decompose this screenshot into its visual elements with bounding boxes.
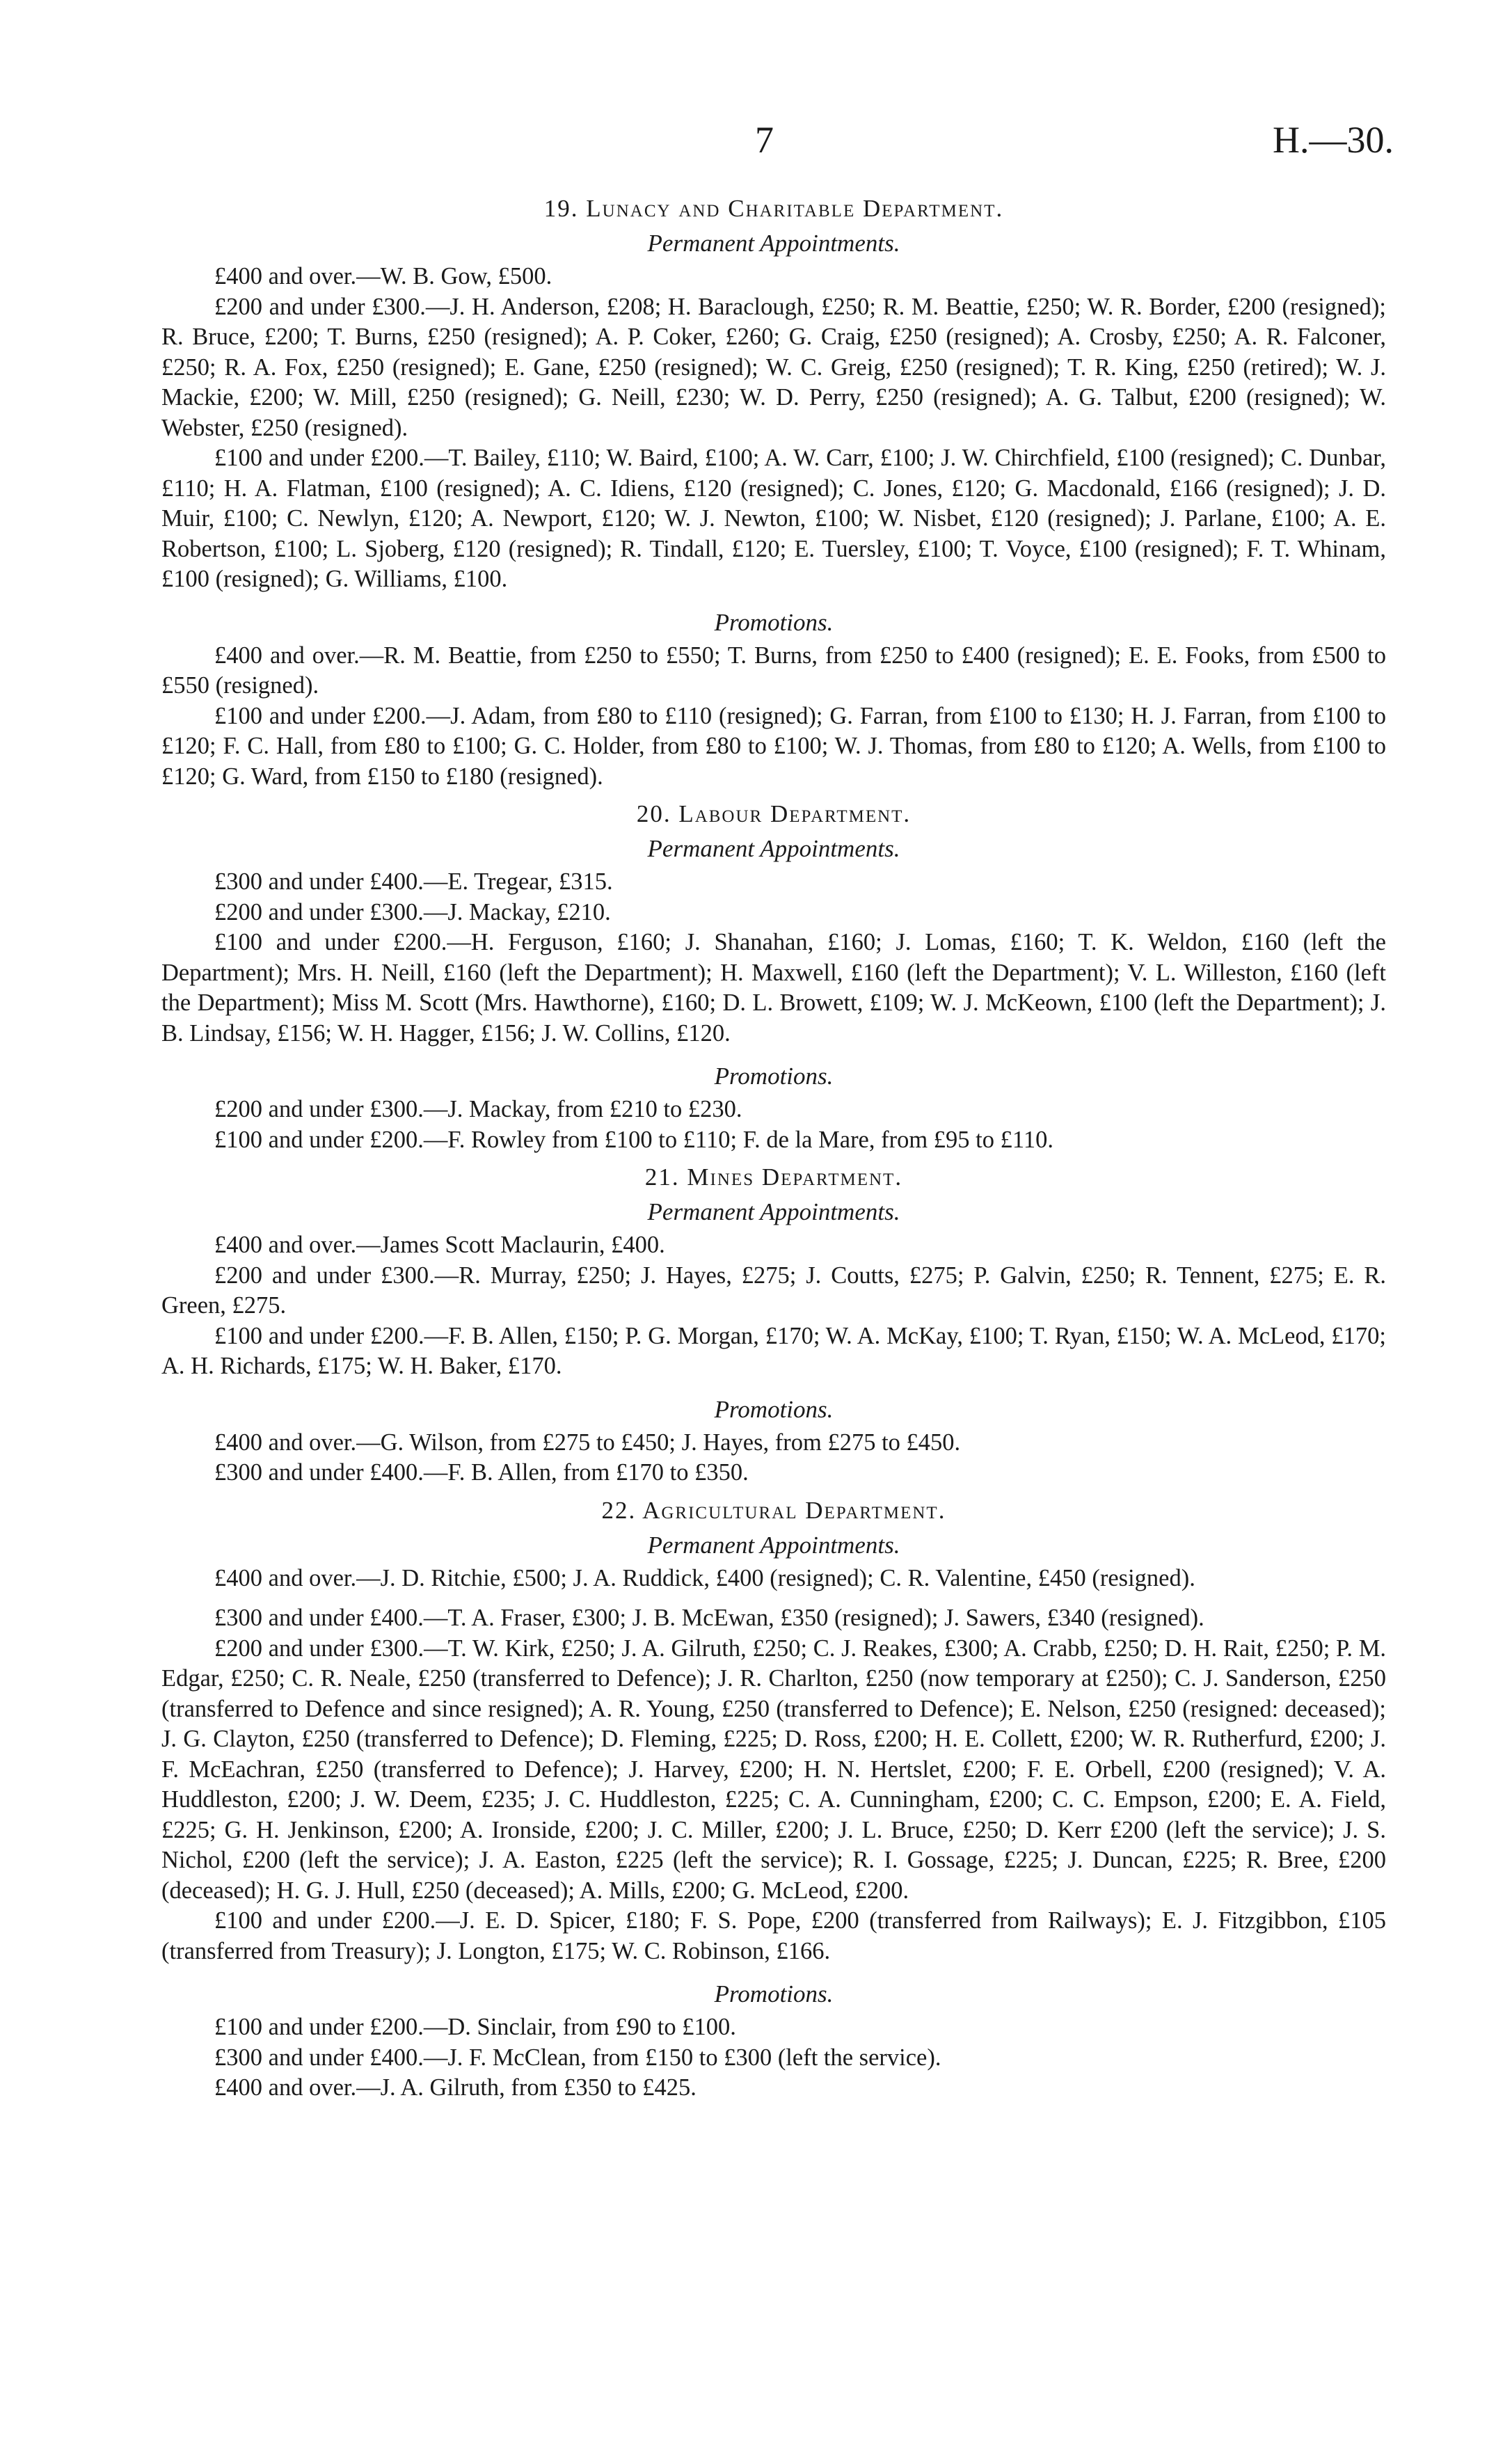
promotions-heading: Promotions. <box>714 1980 834 2007</box>
appointment-paragraph: £400 and over.—W. B. Gow, £500. <box>214 263 552 289</box>
page-number: 7 <box>755 119 774 161</box>
promotion-paragraph: £300 and under £400.—J. F. McClean, from £150 to £300 (left the service). <box>214 2044 941 2071</box>
section-labour <box>161 799 1386 1155</box>
promotion-paragraph: £400 and over.—G. Wilson, from £275 to £450; J. Hayes, from £275 to £450. <box>214 1429 961 1456</box>
appointment-paragraph: £200 and under £300.—J. Mackay, £210. <box>214 898 611 925</box>
appointment-paragraph: £100 and under £200.—H. Ferguson, £160; J. Shanahan, £160; J. Lomas, £160; T. K. Weldon, £160 (left the Department); Mrs. H. Neill, £160 (left the Department); H. Maxwell, £160 (left the Department); V. L. Willeston, £160 (left the Department); Miss M. Scott (Mrs. Hawthorne), £160; D. L. Browett, £109; W. J. McKeown, £100 (left the Department); J. B. Lindsay, £156; W. H. Hagger, £156; J. W. Collins, £120. <box>161 929 1386 1047</box>
appointments-heading: Permanent Appointments. <box>647 1531 900 1559</box>
promotions-heading: Promotions. <box>714 1063 834 1090</box>
appointment-paragraph: £200 and under £300.—R. Murray, £250; J. Hayes, £275; J. Coutts, £275; P. Galvin, £250; R. Tennent, £275; E. R. Green, £275. <box>161 1262 1386 1319</box>
appointment-paragraph: £100 and under £200.—T. Bailey, £110; W. Baird, £100; A. W. Carr, £100; J. W. Chirchfield, £100 (resigned); C. Dunbar, £110; H. A. Flatman, £100 (resigned); A. C. Idiens, £120 (resigned); C. Jones, £120; G. Macdonald, £166 (resigned); J. D. Muir, £100; C. Newlyn, £120; A. Newport, £120; W. J. Newton, £100; W. Nisbet, £120 (resigned); J. Parlane, £100; A. E. Robertson, £100; L. Sjoberg, £120 (resigned); R. Tindall, £120; E. Tuersley, £100; T. Voyce, £100 (resigned); F. T. Whinam, £100 (resigned); G. Williams, £100. <box>161 445 1386 592</box>
section-lunacy-charitable <box>161 193 1386 792</box>
section-title: 19. Lunacy and Charitable Department. <box>543 195 1004 222</box>
section-mines <box>161 1162 1386 1488</box>
appointment-paragraph: £200 and under £300.—T. W. Kirk, £250; J. A. Gilruth, £250; C. J. Reakes, £300; A. Crabb, £250; D. H. Rait, £250; P. M. Edgar, £250; C. R. Neale, £250 (transferred to Defence); J. R. Charlton, £250 (now temporary at £250); C. J. Sanderson, £250 (transferred to Defence and since resigned); A. R. Young, £250 (transferred to Defence); E. Nelson, £250 (resigned: deceased); J. G. Clayton, £250 (transferred to Defence); D. Fleming, £225; D. Ross, £200; H. E. Collett, £200; W. R. Rutherfurd, £200; J. F. McEachran, £250 (transferred to Defence); J. Harvey, £200; H. N. Hertslet, £200; F. E. Orbell, £200 (resigned); V. A. Huddleston, £200; J. W. Deem, £235; J. C. Huddleston, £225; C. A. Cunningham, £200; C. C. Empson, £200; E. A. Field, £225; G. H. Jenkinson, £200; A. Ironside, £200; J. C. Miller, £200; J. L. Bruce, £250; D. Kerr £200 (left the service); J. S. Nichol, £200 (left the service); J. A. Easton, £225 (left the service); R. I. Gossage, £225; J. Duncan, £225; R. Bree, £200 (deceased); H. G. J. Hull, £250 (deceased); A. Mills, £200; G. McLeod, £200. <box>161 1635 1386 1904</box>
appointment-paragraph: £400 and over.—J. D. Ritchie, £500; J. A. Ruddick, £400 (resigned); C. R. Valentine, £450 (resigned). <box>214 1564 1195 1591</box>
appointments-heading: Permanent Appointments. <box>647 1198 900 1225</box>
promotion-paragraph: £100 and under £200.—F. Rowley from £100 to £110; F. de la Mare, from £95 to £110. <box>214 1126 1053 1153</box>
promotion-paragraph: £300 and under £400.—F. B. Allen, from £170 to £350. <box>214 1459 749 1486</box>
section-title: 20. Labour Department. <box>636 800 912 827</box>
promotion-paragraph: £200 and under £300.—J. Mackay, from £210 to £230. <box>214 1096 742 1122</box>
appointments-heading: Permanent Appointments. <box>647 835 900 862</box>
promotions-heading: Promotions. <box>714 1395 834 1423</box>
promotion-paragraph: £400 and over.—J. A. Gilruth, from £350 to £425. <box>214 2074 697 2101</box>
section-title: 21. Mines Department. <box>644 1163 903 1191</box>
promotion-paragraph: £100 and under £200.—D. Sinclair, from £90 to £100. <box>214 2014 736 2040</box>
appointment-paragraph: £200 and under £300.—J. H. Anderson, £208; H. Baraclough, £250; R. M. Beattie, £250; W. R. Border, £200 (resigned); R. Bruce, £200; T. Burns, £250 (resigned); A. P. Coker, £260; G. Craig, £250 (resigned); A. Crosby, £250; A. R. Falconer, £250; R. A. Fox, £250 (resigned); E. Gane, £250 (resigned); W. C. Greig, £250 (resigned); T. R. King, £250 (retired); W. J. Mackie, £200; W. Mill, £250 (resigned); G. Neill, £230; W. D. Perry, £250 (resigned); A. G. Talbut, £200 (resigned); W. Webster, £250 (resigned). <box>161 293 1386 441</box>
section-agricultural <box>161 1495 1386 2104</box>
section-title: 22. Agricultural Department. <box>601 1496 946 1524</box>
appointment-paragraph: £400 and over.—James Scott Maclaurin, £400. <box>214 1232 665 1258</box>
promotion-paragraph: £100 and under £200.—J. Adam, from £80 to £110 (resigned); G. Farran, from £100 to £130; H. J. Farran, from £100 to £120; F. C. Hall, from £80 to £100; G. C. Holder, from £80 to £100; W. J. Thomas, from £80 to £120; A. Wells, from £100 to £120; G. Ward, from £150 to £180 (resigned). <box>161 702 1386 790</box>
appointment-paragraph: £300 and under £400.—T. A. Fraser, £300; J. B. McEwan, £350 (resigned); J. Sawers, £340 (resigned). <box>214 1605 1204 1631</box>
appointments-heading: Permanent Appointments. <box>647 230 900 257</box>
document-reference: H.—30. <box>1273 119 1394 161</box>
promotion-paragraph: £400 and over.—R. M. Beattie, from £250 to £550; T. Burns, from £250 to £400 (resigned); E. E. Fooks, from £500 to £550 (resigned). <box>161 642 1386 699</box>
appointment-paragraph: £100 and under £200.—F. B. Allen, £150; P. G. Morgan, £170; W. A. McKay, £100; T. Ryan, £150; W. A. McLeod, £170; A. H. Richards, £175; W. H. Baker, £170. <box>161 1322 1386 1379</box>
promotions-heading: Promotions. <box>714 608 834 636</box>
appointment-paragraph: £300 and under £400.—E. Tregear, £315. <box>214 868 613 895</box>
appointment-paragraph: £100 and under £200.—J. E. D. Spicer, £180; F. S. Pope, £200 (transferred from Railways); E. J. Fitzgibbon, £105 (transferred from Treasury); J. Longton, £175; W. C. Robinson, £166. <box>161 1907 1386 1964</box>
page-header <box>0 0 1512 209</box>
page-body <box>161 186 1386 2104</box>
